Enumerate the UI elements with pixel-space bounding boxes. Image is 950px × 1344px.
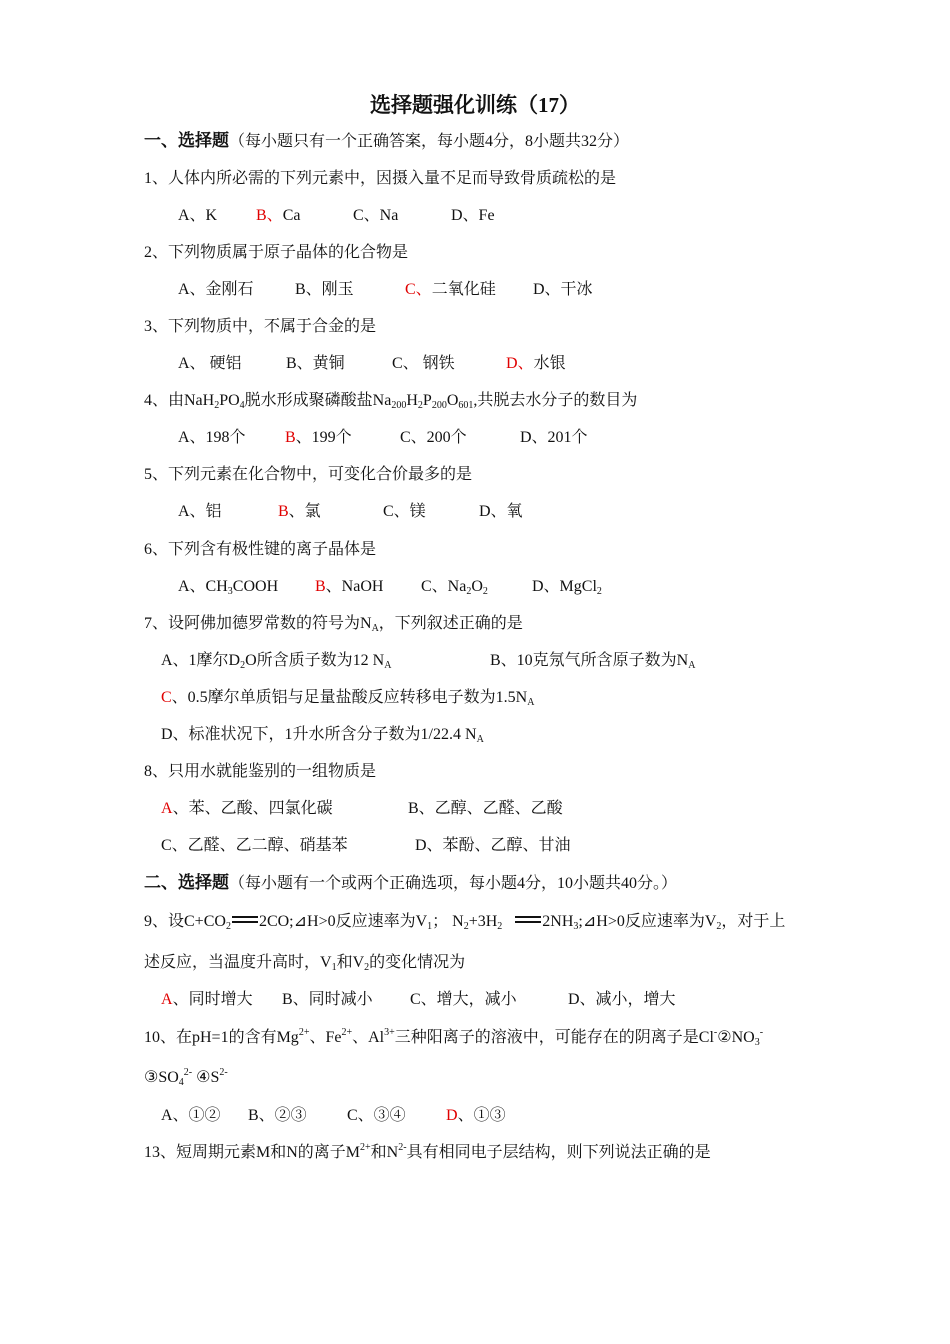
question-3-stem: 3、下列物质中，不属于合金的是 [144,318,377,335]
subscript: 2 [364,962,370,973]
subscript: 2 [716,921,722,932]
section-2-heading: 二、选择题 [144,873,229,892]
subscript: 4 [178,1077,184,1088]
stem-text: ，对于上 [721,913,786,930]
question-9-stem-line-1 [144,912,785,932]
option-text: A、CH [178,578,228,595]
page-title: 选择题强化训练（17） [370,93,580,117]
question-2-option-b: B、刚玉 [295,281,354,298]
option-text: B、10克氖气所含原子数为N [490,652,689,669]
subscript: A [527,697,535,708]
question-10-option-d [446,1106,506,1126]
answer-mark: A [161,991,173,1008]
question-10-option-c: C、③④ [347,1107,406,1124]
option-text: 二氧化硅 [431,281,496,298]
question-4-option-d: D、201个 [520,429,588,446]
question-9-stem-line-2 [144,953,465,973]
stem-text: +3H [468,913,498,930]
question-5-option-b [278,502,321,522]
option-text: 、①③ [457,1107,506,1124]
subscript: 2 [417,400,423,411]
subscript: 2 [497,921,503,932]
equilibrium-arrow-icon [515,915,541,925]
question-2-option-d: D、干冰 [533,281,593,298]
question-8-option-c: C、乙醛、乙二醇、硝基苯 [161,837,348,854]
stem-text: 三种阳离子的溶液中，可能存在的阴离子是Cl [394,1029,714,1046]
stem-text: H [406,392,418,409]
stem-text: 4、由NaH [144,392,215,409]
answer-mark: B、 [256,207,283,224]
subscript: 200 [391,400,407,411]
subscript: 2 [214,400,220,411]
question-8-stem: 8、只用水就能鉴别的一组物质是 [144,763,377,780]
stem-text: 脱水形成聚磷酸盐Na [244,392,392,409]
question-9-option-d: D、减小，增大 [568,991,676,1008]
subscript: 200 [431,400,447,411]
question-7-option-d [161,725,484,745]
subscript: 2 [482,586,488,597]
question-4-stem [144,391,637,411]
subscript: A [688,660,696,671]
stem-text: ④S [192,1069,220,1086]
subscript: 601 [458,400,474,411]
section-2-note: （每小题有一个或两个正确选项，每小题4分，10小题共40分。） [229,875,678,892]
section-1-heading: 一、选择题 [144,131,229,150]
stem-text: O [446,392,459,409]
question-8-option-b: B、乙醇、乙醛、乙酸 [408,800,563,817]
section-2-header [144,873,677,894]
question-6-option-c [421,577,488,597]
question-7-stem [144,614,523,634]
option-text: 水银 [533,355,566,372]
question-1-option-d: D、Fe [451,207,495,224]
subscript: A [476,734,484,745]
question-8-option-d: D、苯酚、乙醇、甘油 [415,837,571,854]
question-6-stem: 6、下列含有极性键的离子晶体是 [144,541,377,558]
answer-mark: A [161,800,173,817]
answer-mark: B [278,503,289,520]
subscript: 3 [573,921,579,932]
superscript: 3+ [384,1027,395,1038]
question-3-option-b: B、黄铜 [286,355,345,372]
stem-text: ； N [432,913,464,930]
stem-text: P [422,392,432,409]
option-text: 、苯、乙酸、四氯化碳 [172,800,333,817]
stem-text: 、Fe [309,1029,342,1046]
question-2-option-a: A、金刚石 [178,281,254,298]
question-7-option-b [490,651,695,671]
question-9-option-a [161,990,253,1010]
question-6-option-b [315,577,383,597]
subscript: 2 [463,921,469,932]
subscript: 2 [225,921,231,932]
subscript: 1 [427,921,433,932]
stem-text: ;⊿H>0反应速率为V [578,913,717,930]
answer-mark: B [315,578,326,595]
superscript: 2- [219,1067,228,1078]
option-text: 、NaOH [325,578,384,595]
option-text: COOH [232,578,279,595]
option-text: 、同时增大 [172,991,253,1008]
question-3-option-a: A、 硬铝 [178,355,242,372]
question-1-stem: 1、人体内所必需的下列元素中，因摄入量不足而导致骨质疏松的是 [144,170,617,187]
subscript: 3 [754,1037,760,1048]
answer-mark: D [446,1107,458,1124]
question-7-option-a [161,651,391,671]
stem-text: 2CO;⊿H>0反应速率为V [258,913,428,930]
superscript: 2+ [360,1142,371,1153]
question-9-option-c: C、增大，减小 [410,991,517,1008]
stem-text: 2NH [542,913,574,930]
question-2-option-c [405,280,496,300]
stem-text: 13、短周期元素M和N的离子M [144,1144,361,1161]
option-text: A、1摩尔D [161,652,241,669]
question-6-option-d [532,577,602,597]
answer-mark: B [285,429,296,446]
stem-text: 和V [336,954,365,971]
superscript: 2- [183,1067,193,1078]
stem-text: 7、设阿佛加德罗常数的符号为N [144,615,372,632]
superscript: - [759,1027,764,1038]
stem-text: 和N [370,1144,399,1161]
question-4-option-a: A、198个 [178,429,246,446]
superscript: 2+ [298,1027,310,1038]
question-7-option-c [161,688,534,708]
answer-mark: C [161,689,172,706]
question-3-option-c: C、 钢铁 [392,355,455,372]
option-text: D、标准状况下，1升水所含分子数为1/22.4 N [161,726,477,743]
option-text: O [471,578,483,595]
stem-text: 的变化情况为 [369,954,466,971]
question-3-option-d [506,354,566,374]
question-2-stem: 2、下列物质属于原子晶体的化合物是 [144,244,409,261]
question-5-option-c: C、镁 [383,503,426,520]
subscript: 4 [239,400,245,411]
question-10-option-a: A、①② [161,1107,221,1124]
superscript: 2- [398,1142,407,1153]
stem-text: 述反应，当温度升高时，V [144,954,332,971]
equilibrium-arrow-icon [232,915,258,925]
question-6-option-a [178,577,278,597]
subscript: A [371,623,379,634]
section-1-header [144,131,629,152]
stem-text: ③SO [144,1069,179,1086]
question-4-option-c: C、200个 [400,429,467,446]
question-10-option-b: B、②③ [248,1107,307,1124]
option-text: D、MgCl [532,578,597,595]
answer-mark: D、 [506,355,534,372]
subscript: 2 [466,586,472,597]
option-text: O所含质子数为12 N [245,652,385,669]
stem-text: ②NO [717,1029,755,1046]
question-4-option-b [285,428,352,448]
option-text: 、氯 [288,503,321,520]
stem-text: 、Al [352,1029,385,1046]
question-1-option-c: C、Na [353,207,399,224]
stem-text: ，下列叙述正确的是 [378,615,523,632]
question-10-stem-line-1 [144,1028,763,1048]
question-5-stem: 5、下列元素在化合物中，可变化合价最多的是 [144,466,473,483]
question-13-stem [144,1143,711,1163]
stem-text: 9、设C+CO [144,913,226,930]
option-text: 、0.5摩尔单质铝与足量盐酸反应转移电子数为1.5N [171,689,528,706]
stem-text: 10、在pH=1的含有Mg [144,1029,299,1046]
superscript: 2+ [341,1027,353,1038]
option-text: 、199个 [295,429,352,446]
option-text: Ca [282,207,301,224]
subscript: 1 [331,962,337,973]
question-8-option-a [161,799,333,819]
subscript: A [384,660,392,671]
subscript: 3 [227,586,233,597]
superscript: - [713,1027,718,1038]
question-5-option-d: D、氧 [479,503,523,520]
question-1-option-a: A、K [178,207,218,224]
question-5-option-a: A、铝 [178,503,222,520]
option-text: C、Na [421,578,467,595]
stem-text: ,共脱去水分子的数目为 [473,392,638,409]
stem-text: 具有相同电子层结构，则下列说法正确的是 [406,1144,711,1161]
section-1-note: （每小题只有一个正确答案，每小题4分，8小题共32分） [229,133,630,150]
answer-mark: C、 [405,281,432,298]
question-1-option-b [256,206,300,226]
question-10-stem-line-2 [144,1068,228,1088]
subscript: 2 [596,586,602,597]
subscript: 2 [240,660,246,671]
question-9-option-b: B、同时减小 [282,991,373,1008]
stem-text: PO [219,392,240,409]
